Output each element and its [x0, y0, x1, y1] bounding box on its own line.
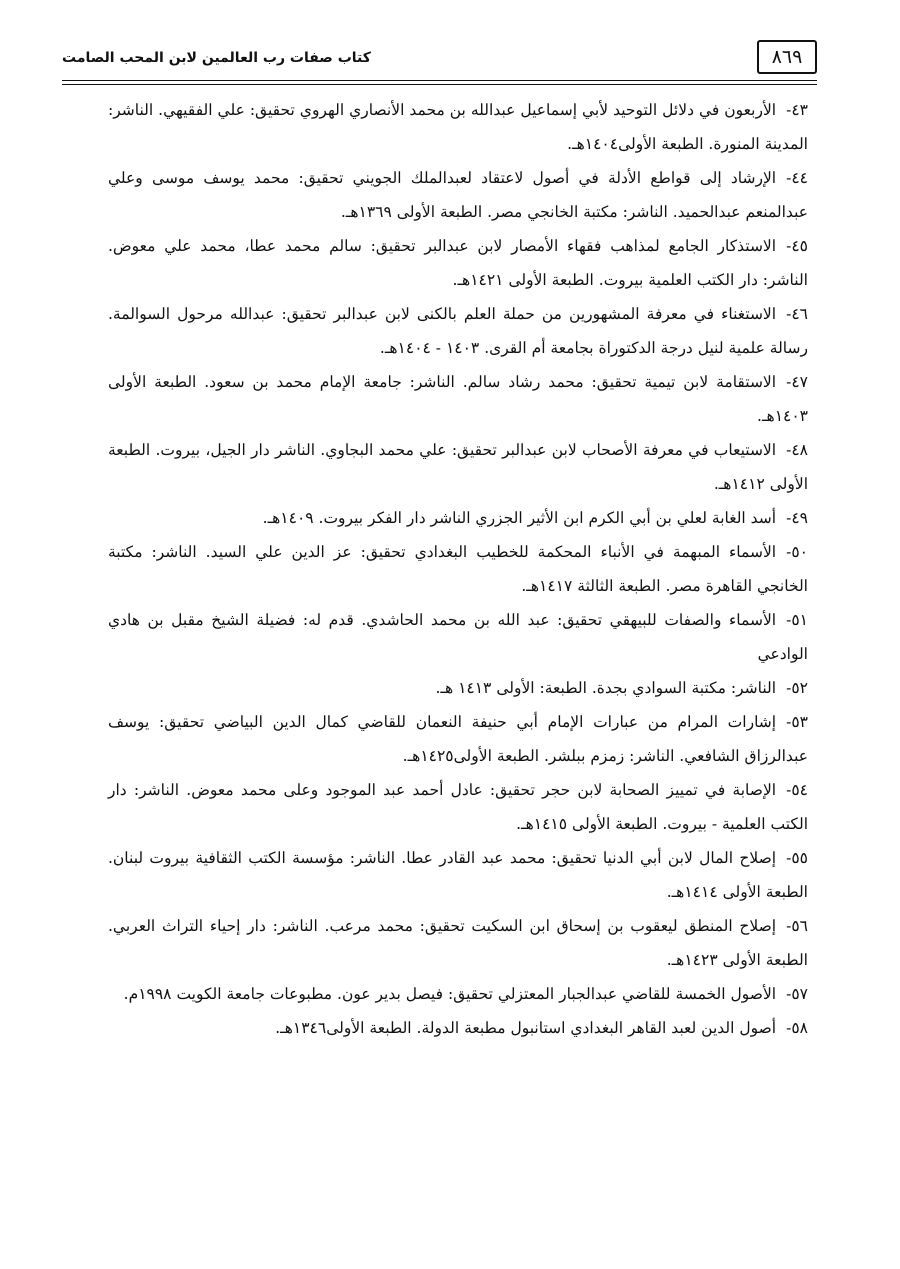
entry-text: الأربعون في دلائل التوحيد لأبي إسماعيل عبدالله بن محمد الأنصاري الهروي تحقيق: علي الفقيهي. الناشر: المدينة المنورة. الطبعة الأولى١٤٠٤هـ.: [108, 101, 808, 153]
entry-text: إصلاح المنطق ليعقوب بن إسحاق ابن السكيت تحقيق: محمد مرعب. الناشر: دار إحياء التراث العربي. الطبعة الأولى ١٤٢٣هـ.: [108, 917, 808, 969]
entry-number: ٤٦-: [786, 305, 808, 323]
entry-text: أسد الغابة لعلي بن أبي الكرم ابن الأثير الجزري الناشر دار الفكر بيروت. ١٤٠٩هـ.: [262, 509, 777, 527]
bibliography-entry: [108, 161, 808, 229]
bibliography-entry: [108, 705, 808, 773]
bibliography-entry: [108, 1011, 808, 1045]
bibliography-entry: [108, 671, 808, 705]
entry-text: الاستغناء في معرفة المشهورين من حملة العلم بالكنى لابن عبدالبر تحقيق: عبدالله مرحول السوالمة. رسالة علمية لنيل درجة الدكتوراة بجامعة أم القرى. ١٤٠٣ - ١٤٠٤هـ.: [108, 305, 808, 357]
bibliography-entry: [108, 501, 808, 535]
entry-text: الناشر: مكتبة السوادي بجدة. الطبعة: الأولى ١٤١٣ هـ.: [435, 679, 777, 697]
page-number: ٨٦٩: [757, 40, 817, 74]
bibliography-entry: [108, 909, 808, 977]
entry-number: ٤٥-: [786, 237, 808, 255]
entry-text: الاستيعاب في معرفة الأصحاب لابن عبدالبر تحقيق: علي محمد البجاوي. الناشر دار الجيل، بيروت. الطبعة الأولى ١٤١٢هـ.: [108, 441, 808, 493]
entry-number: ٤٨-: [786, 441, 808, 459]
entry-number: ٥٦-: [786, 917, 808, 935]
entry-text: إصلاح المال لابن أبي الدنيا تحقيق: محمد عبد القادر عطا. الناشر: مؤسسة الكتب الثقافية بيروت لبنان. الطبعة الأولى ١٤١٤هـ.: [108, 849, 808, 901]
entry-number: ٤٤-: [786, 169, 808, 187]
entry-text: الإرشاد إلى قواطع الأدلة في أصول لاعتقاد لعبدالملك الجويني تحقيق: محمد يوسف موسى وعلي عبدالمنعم عبدالحميد. الناشر: مكتبة الخانجي مصر. الطبعة الأولى ١٣٦٩هـ.: [108, 169, 808, 221]
bibliography-list: [108, 93, 808, 1045]
entry-number: ٤٣-: [786, 101, 808, 119]
bibliography-entry: [108, 433, 808, 501]
entry-number: ٤٧-: [786, 373, 808, 391]
bibliography-entry: [108, 297, 808, 365]
header-rule: [62, 80, 817, 81]
header-rule: [62, 84, 817, 85]
entry-text: الاستذكار الجامع لمذاهب فقهاء الأمصار لابن عبدالبر تحقيق: سالم محمد عطا، محمد علي معوض. الناشر: دار الكتب العلمية بيروت. الطبعة الأولى ١٤٢١هـ.: [108, 237, 808, 289]
entry-number: ٥١-: [786, 611, 808, 629]
bibliography-entry: [108, 93, 808, 161]
entry-number: ٥٢-: [786, 679, 808, 697]
bibliography-entry: [108, 535, 808, 603]
entry-text: الأسماء المبهمة في الأنباء المحكمة للخطيب البغدادي تحقيق: عز الدين علي السيد. الناشر: مكتبة الخانجي القاهرة مصر. الطبعة الثالثة ١٤١٧هـ.: [108, 543, 808, 595]
entry-number: ٥٨-: [786, 1019, 808, 1037]
bibliography-entry: [108, 773, 808, 841]
bibliography-entry: [108, 841, 808, 909]
bibliography-entry: [108, 603, 808, 671]
entry-text: الإصابة في تمييز الصحابة لابن حجر تحقيق: عادل أحمد عبد الموجود وعلى محمد معوض. الناشر: دار الكتب العلمية - بيروت. الطبعة الأولى ١٤١٥هـ.: [108, 781, 808, 833]
entry-text: إشارات المرام من عبارات الإمام أبي حنيفة النعمان للقاضي كمال الدين البياضي تحقيق: يوسف عبدالرزاق الشافعي. الناشر: زمزم ببلشر. الطبعة الأولى١٤٢٥هـ.: [108, 713, 808, 765]
entry-number: ٤٩-: [786, 509, 808, 527]
page-header: [62, 40, 817, 76]
entry-number: ٥٠-: [786, 543, 808, 561]
bibliography-entry: [108, 365, 808, 433]
entry-number: ٥٧-: [786, 985, 808, 1003]
entry-number: ٥٣-: [786, 713, 808, 731]
entry-text: الاستقامة لابن تيمية تحقيق: محمد رشاد سالم. الناشر: جامعة الإمام محمد بن سعود. الطبعة الأولى ١٤٠٣هـ.: [108, 373, 808, 425]
entry-number: ٥٥-: [786, 849, 808, 867]
bibliography-entry: [108, 977, 808, 1011]
bibliography-entry: [108, 229, 808, 297]
entry-text: أصول الدين لعبد القاهر البغدادي استانبول مطبعة الدولة. الطبعة الأولى١٣٤٦هـ.: [275, 1019, 777, 1037]
entry-number: ٥٤-: [786, 781, 808, 799]
running-title: كتاب صفات رب العالمين لابن المحب الصامت: [62, 50, 371, 66]
entry-text: الأصول الخمسة للقاضي عبدالجبار المعتزلي تحقيق: فيصل بدير عون. مطبوعات جامعة الكويت ١٩٩٨م.: [123, 985, 777, 1003]
entry-text: الأسماء والصفات للبيهقي تحقيق: عبد الله بن محمد الحاشدي. قدم له: فضيلة الشيخ مقبل بن هادي الوادعي: [108, 611, 808, 663]
